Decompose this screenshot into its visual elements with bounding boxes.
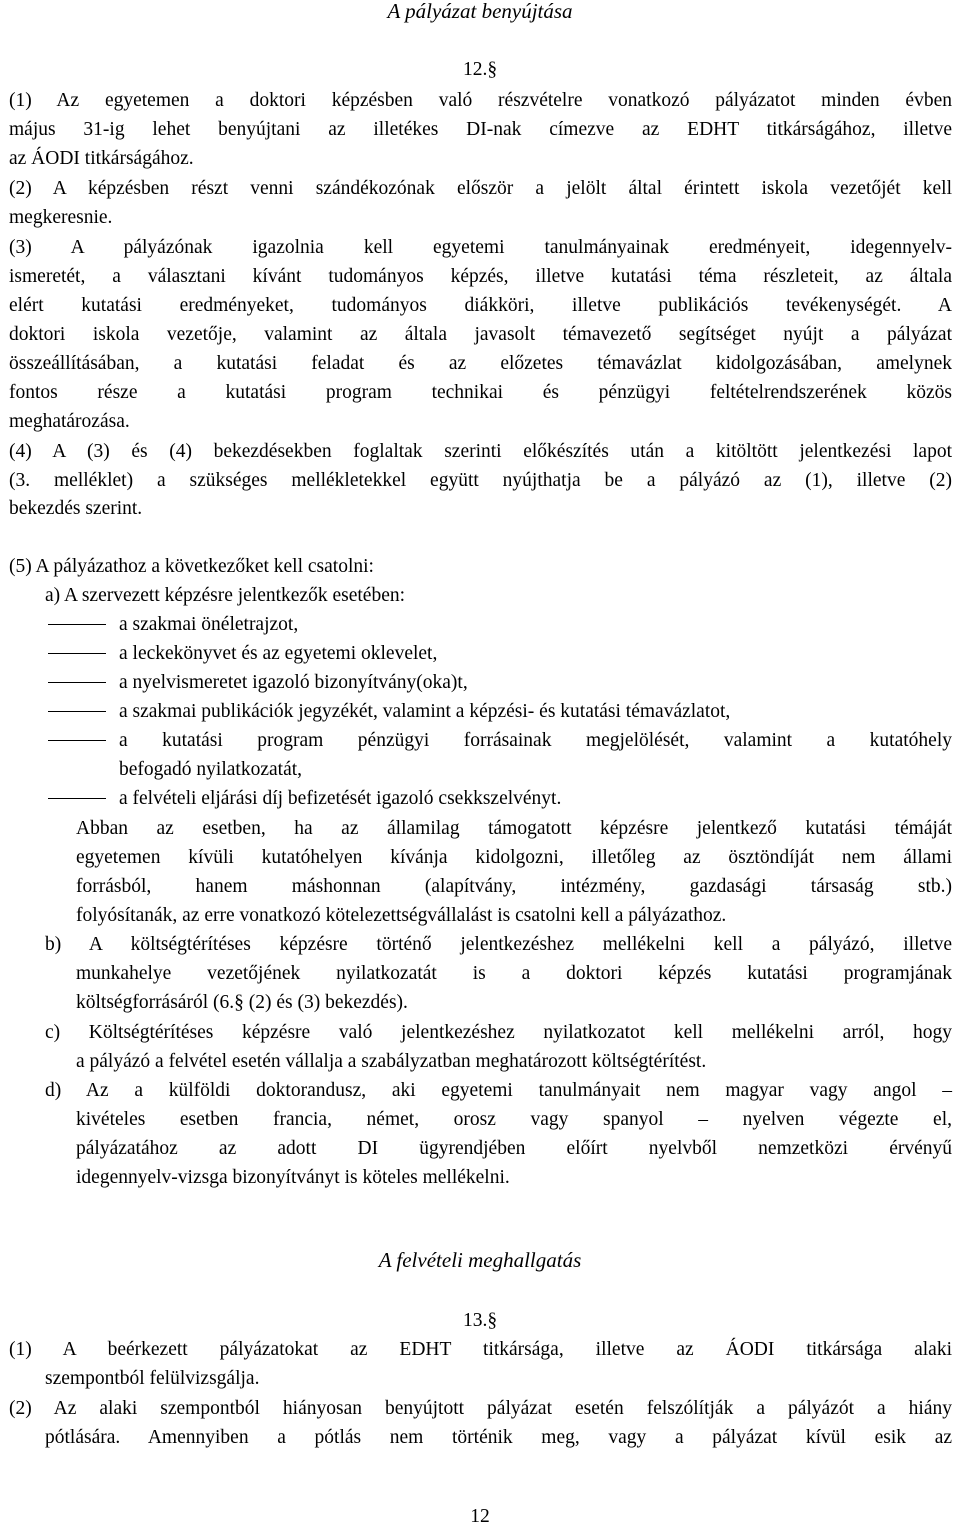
paragraph-5-d-line-4: idegennyelv-vizsga bizonyítványt is köteles mellékelni. — [76, 1167, 510, 1188]
paragraph-5-b-line-2: munkahelye vezetőjének nyilatkozatát is a doktori képzés kutatási programjának — [76, 963, 952, 984]
dash-bullet — [48, 798, 106, 799]
list-item-text: a szakmai publikációk jegyzékét, valamint a képzési- és kutatási témavázlatot, — [119, 701, 731, 722]
list-item-text: a leckekönyvet és az egyetemi oklevelet, — [119, 643, 438, 664]
heading-palyazat-benyujtasa: A pályázat benyújtása — [387, 0, 573, 23]
section-12-title: 12.§ — [462, 59, 498, 80]
paragraph-3-line-3: elért kutatási eredményeket, tudományos diákköri, illetve publikációs tevékenységét. A — [9, 295, 952, 316]
paragraph-2-line-2: megkeresnie. — [9, 207, 113, 228]
paragraph-3-line-6: fontos része a kutatási program technikai és pénzügyi feltételrendszerének közös — [9, 382, 952, 403]
paragraph-5-b-line-1: b) A költségtérítéses képzésre történő jelentkezéshez mellékelni kell a pályázó, illetve — [45, 934, 952, 955]
paragraph-3-line-4: doktori iskola vezetője, valamint az általa javasolt témavezető segítséget nyújt a pályázat — [9, 324, 952, 345]
list-item-text: a szakmai önéletrajzot, — [119, 614, 299, 635]
paragraph-5-d-line-1: d) Az a külföldi doktorandusz, aki egyetemi tanulmányait nem magyar vagy angol – — [45, 1080, 952, 1101]
paragraph-5-a-note-line-2: egyetemen kívüli kutatóhelyen kívánja kidolgozni, illetőleg az ösztöndíját nem állami — [76, 847, 952, 868]
paragraph-5-c-line-1: c) Költségtérítéses képzésre való jelentkezéshez nyilatkozatot kell mellékelni arról, hogy — [45, 1022, 952, 1043]
paragraph-5-c-line-2: a pályázó a felvétel esetén vállalja a szabályzatban meghatározott költségtérítést. — [76, 1051, 707, 1072]
dash-bullet — [48, 682, 106, 683]
dash-bullet — [48, 653, 106, 654]
paragraph-1-line-1: (1) Az egyetemen a doktori képzésben való részvételre vonatkozó pályázatot minden évben — [9, 90, 952, 111]
paragraph-5-b-line-3: költségforrásáról (6.§ (2) és (3) bekezdés). — [76, 992, 408, 1013]
section-13-paragraph-1-line-2: szempontból felülvizsgálja. — [45, 1368, 260, 1389]
paragraph-5-a-note-line-4: folyósítanák, az erre vonatkozó kötelezettségvállalást is csatolni kell a pályázathoz. — [76, 905, 727, 926]
paragraph-5-a-note-line-1: Abban az esetben, ha az államilag támogatott képzésre jelentkező kutatási témáját — [76, 818, 952, 839]
list-item-text: a felvételi eljárási díj befizetését igazoló csekkszelvényt. — [119, 788, 562, 809]
list-item-text: a kutatási program pénzügyi forrásainak megjelölését, valamint a kutatóhely — [119, 730, 952, 751]
paragraph-3-line-1: (3) A pályázónak igazolnia kell egyetemi tanulmányainak eredményeit, idegennyelv- — [9, 237, 952, 258]
list-item-continuation: befogadó nyilatkozatát, — [119, 759, 303, 780]
page-number: 12 — [470, 1506, 490, 1527]
paragraph-3-line-7: meghatározása. — [9, 411, 130, 432]
paragraph-5-a-note-line-3: forrásból, hanem máshonnan (alapítvány, intézmény, gazdasági társaság stb.) — [76, 876, 952, 897]
paragraph-5-a-heading: a) A szervezett képzésre jelentkezők esetében: — [45, 585, 406, 606]
section-13-paragraph-1-line-1: (1) A beérkezett pályázatokat az EDHT titkársága, illetve az ÁODI titkársága alaki — [9, 1339, 952, 1360]
paragraph-5-d-line-2: kivételes esetben francia, német, orosz vagy spanyol – nyelven végezte el, — [76, 1109, 952, 1130]
paragraph-2-line-1: (2) A képzésben részt venni szándékozónak először a jelölt által érintett iskola vezetőjét kell — [9, 178, 952, 199]
dash-bullet — [48, 740, 106, 741]
paragraph-3-line-2: ismeretét, a választani kívánt tudományos képzés, illetve kutatási téma részleteit, az általa — [9, 266, 952, 287]
list-item-text: a nyelvismeretet igazoló bizonyítvány(oka)t, — [119, 672, 468, 693]
paragraph-1-line-2: május 31-ig lehet benyújtani az illetékes DI-nak címezve az EDHT titkárságához, illetve — [9, 119, 952, 140]
paragraph-5-d-line-3: pályázatához az adott DI ügyrendjében előírt nyelvből nemzetközi érvényű — [76, 1138, 952, 1159]
paragraph-5-intro: (5) A pályázathoz a következőket kell csatolni: — [9, 556, 374, 577]
heading-felveteli-meghallgatas: A felvételi meghallgatás — [378, 1248, 582, 1272]
paragraph-3-line-5: összeállításában, a kutatási feladat és az előzetes témavázlat kidolgozásában, amelynek — [9, 353, 952, 374]
paragraph-1-line-3: az ÁODI titkárságához. — [9, 148, 194, 169]
dash-bullet — [48, 711, 106, 712]
paragraph-4-line-1: (4) A (3) és (4) bekezdésekben foglaltak szerinti előkészítés után a kitöltött jelentkezési lapot — [9, 441, 952, 462]
section-13-title: 13.§ — [462, 1310, 498, 1331]
paragraph-4-line-2: (3. melléklet) a szükséges mellékletekkel együtt nyújthatja be a pályázó az (1), illetve (2) — [9, 470, 952, 491]
section-13-paragraph-2-line-1: (2) Az alaki szempontból hiányosan benyújtott pályázat esetén felszólítják a pályázót a hiány — [9, 1398, 952, 1419]
dash-bullet — [48, 624, 106, 625]
section-13-paragraph-2-line-2: pótlására. Amennyiben a pótlás nem történik meg, vagy a pályázat kívül esik az — [45, 1427, 952, 1448]
paragraph-4-line-3: bekezdés szerint. — [9, 498, 143, 519]
